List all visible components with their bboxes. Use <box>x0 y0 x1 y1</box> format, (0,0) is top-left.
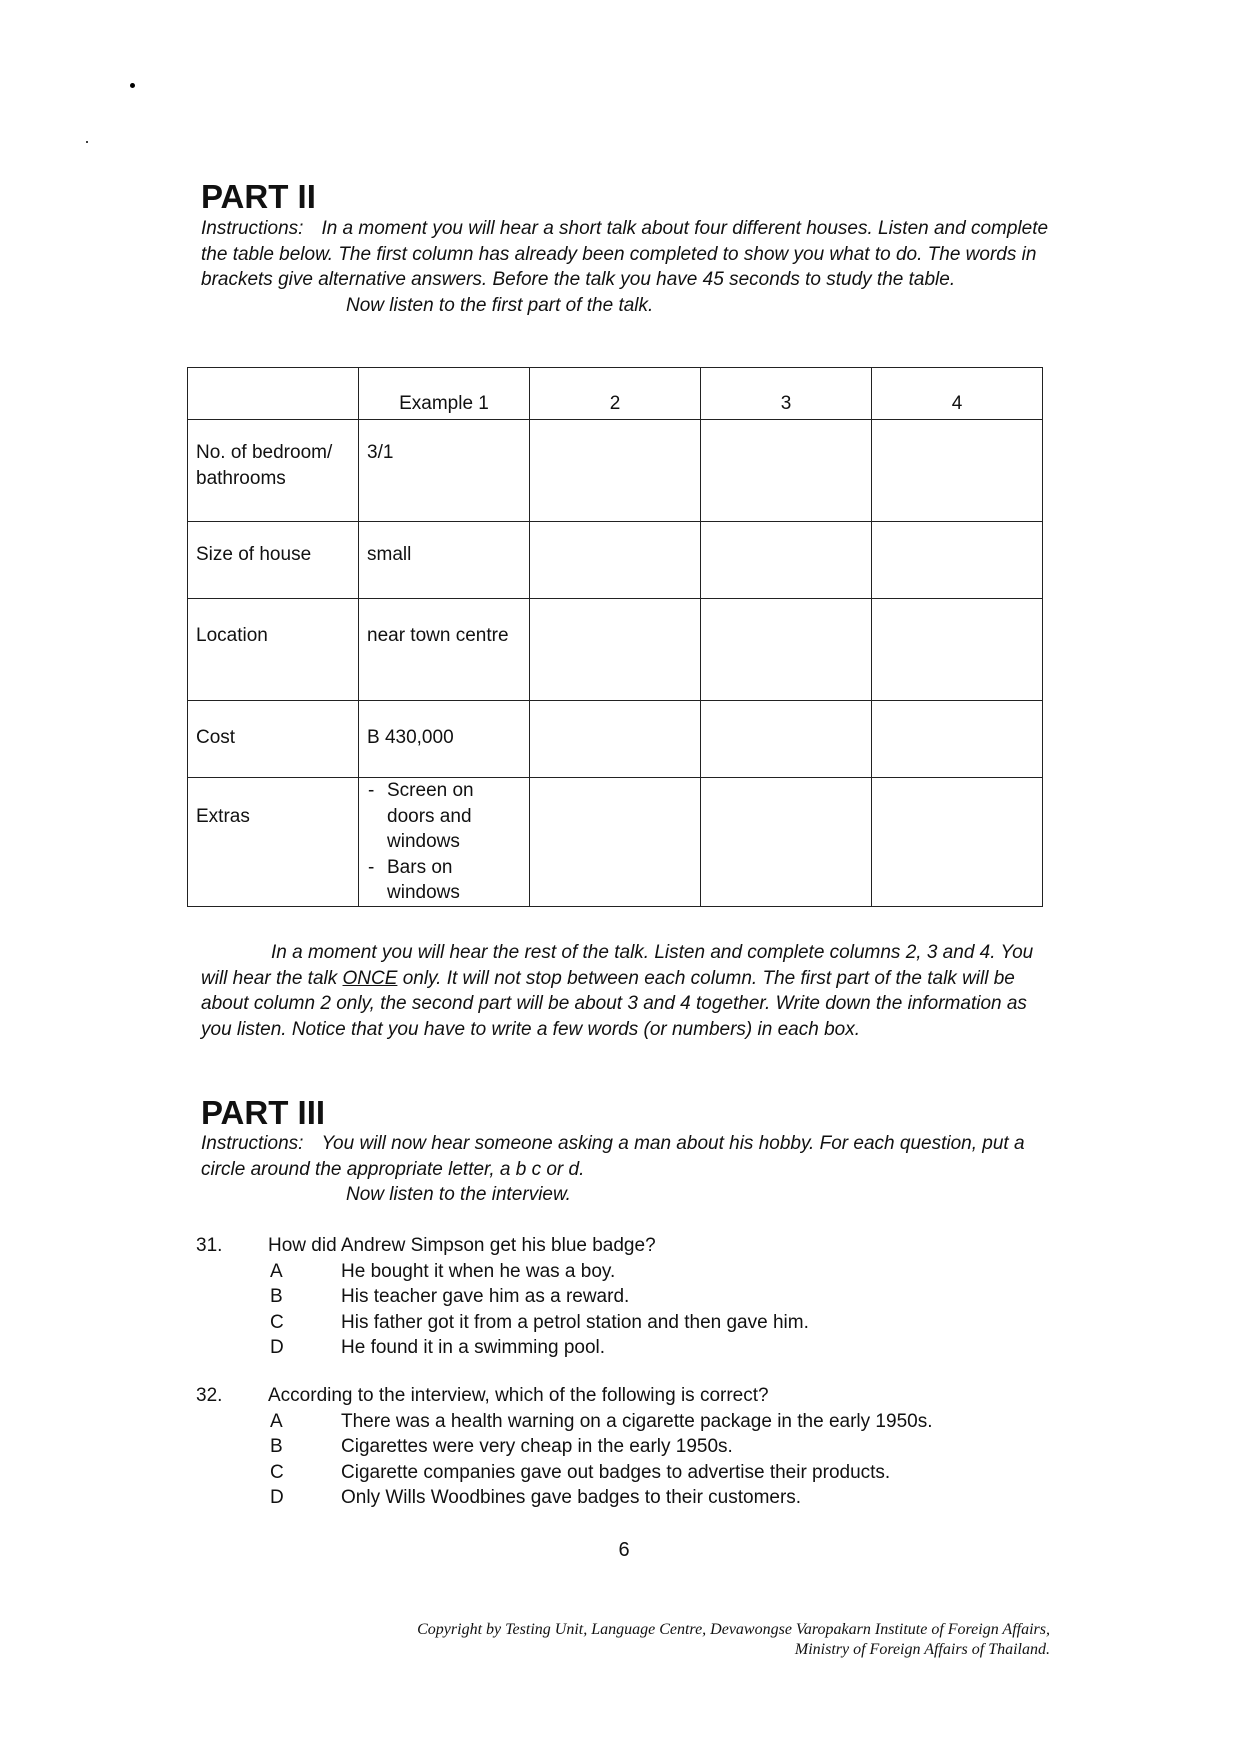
answer-cell-2[interactable] <box>530 599 701 701</box>
extras-item: - Bars on windows <box>367 855 521 906</box>
table-header-row <box>188 368 1043 420</box>
extras-list <box>367 778 521 906</box>
question-32 <box>196 1383 1076 1511</box>
option-a[interactable] <box>268 1259 1076 1285</box>
answer-cell-2[interactable] <box>530 522 701 599</box>
part-3-title: PART III <box>201 1094 326 1131</box>
scan-speck <box>130 83 135 88</box>
header-cell-blank <box>188 368 359 420</box>
row-label: Location <box>188 599 359 701</box>
part-3-instructions <box>201 1131 1061 1208</box>
answer-cell-4[interactable] <box>872 522 1043 599</box>
instructions-text: You will now hear someone asking a man about his hobby. For each question, put a circle around the appropriate letter, a b c or d. <box>201 1133 1025 1180</box>
once-emphasis: ONCE <box>342 967 398 989</box>
option-letter[interactable]: B <box>270 1436 283 1457</box>
example-cell <box>359 778 530 907</box>
question-number: 31. <box>196 1235 223 1256</box>
row-label: Size of house <box>188 522 359 599</box>
table-row-size <box>188 522 1043 599</box>
option-c[interactable] <box>268 1310 1076 1336</box>
now-listen-note: Now listen to the interview. <box>346 1184 571 1206</box>
row-label: Cost <box>188 701 359 778</box>
option-b[interactable] <box>268 1284 1076 1310</box>
option-a[interactable] <box>268 1409 1076 1435</box>
option-text: Only Wills Woodbines gave badges to their customers. <box>341 1487 802 1508</box>
part-2-instructions <box>201 216 1061 318</box>
question-31 <box>196 1233 1076 1361</box>
example-cell: B 430,000 <box>359 701 530 778</box>
houses-table <box>187 367 1043 907</box>
option-c[interactable] <box>268 1460 1076 1486</box>
option-text: Cigarette companies gave out badges to advertise their products. <box>341 1461 891 1483</box>
table-row-location <box>188 599 1043 701</box>
option-b[interactable] <box>268 1434 1076 1460</box>
answer-cell-4[interactable] <box>872 778 1043 907</box>
answer-cell-4[interactable] <box>872 420 1043 522</box>
header-cell-2: 2 <box>530 368 701 420</box>
option-text: He bought it when he was a boy. <box>341 1260 616 1282</box>
header-cell-3: 3 <box>701 368 872 420</box>
footer-line-1: Copyright by Testing Unit, Language Centre, Devawongse Varopakarn Institute of Foreign Affairs, <box>417 1621 1050 1638</box>
option-letter[interactable]: C <box>270 1461 284 1483</box>
question-text: How did Andrew Simpson get his blue badge? <box>268 1235 656 1256</box>
instructions-label: Instructions: <box>201 1133 304 1154</box>
answer-cell-3[interactable] <box>701 701 872 778</box>
after-table-text-2: only. It will not stop between each column. The first part of the talk will be about column 2 only, the second part will be about 3 and 4 together. Write down the information as you listen. Notice that you have to write a few words (or numbers) in each box. <box>201 967 1027 1040</box>
header-cell-4: 4 <box>872 368 1043 420</box>
row-label: Extras <box>188 778 359 907</box>
example-cell: near town centre <box>359 599 530 701</box>
option-letter[interactable]: A <box>270 1410 283 1432</box>
copyright-footer <box>417 1620 1050 1660</box>
answer-cell-3[interactable] <box>701 599 872 701</box>
page-number: 6 <box>618 1539 630 1561</box>
after-table-text-1: In a moment you will hear the rest of the talk. Listen and complete columns 2, 3 and 4. You will hear the talk <box>201 942 1034 989</box>
option-text: Cigarettes were very cheap in the early 1950s. <box>341 1436 733 1457</box>
part-2-title: PART II <box>201 178 316 215</box>
question-number: 32. <box>196 1385 223 1406</box>
scan-speck <box>86 141 88 143</box>
table-row-bedrooms <box>188 420 1043 522</box>
option-text: He found it in a swimming pool. <box>341 1337 606 1358</box>
footer-line-2: Ministry of Foreign Affairs of Thailand. <box>794 1641 1050 1658</box>
option-letter[interactable]: D <box>270 1337 284 1358</box>
answer-cell-3[interactable] <box>701 522 872 599</box>
instructions-label: Instructions: <box>201 218 304 239</box>
option-text: His father got it from a petrol station and then gave him. <box>341 1311 809 1333</box>
answer-cell-2[interactable] <box>530 701 701 778</box>
answer-cell-3[interactable] <box>701 778 872 907</box>
row-label: No. of bedroom/ bathrooms <box>188 420 359 522</box>
answer-cell-2[interactable] <box>530 778 701 907</box>
answer-cell-4[interactable] <box>872 701 1043 778</box>
answer-cell-3[interactable] <box>701 420 872 522</box>
option-d[interactable] <box>268 1485 1076 1511</box>
table-row-cost <box>188 701 1043 778</box>
after-table-instructions <box>201 940 1051 1042</box>
now-listen-note: Now listen to the first part of the talk. <box>346 294 654 316</box>
option-d[interactable] <box>268 1335 1076 1361</box>
header-cell-example-1: Example 1 <box>359 368 530 420</box>
option-letter[interactable]: C <box>270 1311 284 1333</box>
option-letter[interactable]: A <box>270 1260 283 1282</box>
instructions-rest: Listen and complete the table below. The first column has already been completed to show you what to do. The words in brackets give alternative answers. Before the talk you have 45 seconds to study the table. <box>201 218 1049 291</box>
table-row-extras <box>188 778 1043 907</box>
question-text: According to the interview, which of the following is correct? <box>268 1385 769 1406</box>
extras-item: - Screen on doors and windows <box>367 778 521 855</box>
example-cell: 3/1 <box>359 420 530 522</box>
example-cell: small <box>359 522 530 599</box>
option-text: His teacher gave him as a reward. <box>341 1286 630 1307</box>
option-text: There was a health warning on a cigarette package in the early 1950s. <box>341 1410 933 1432</box>
instructions-line-1: In a moment you will hear a short talk about four different houses. <box>321 218 873 239</box>
option-letter[interactable]: B <box>270 1286 283 1307</box>
answer-cell-2[interactable] <box>530 420 701 522</box>
option-letter[interactable]: D <box>270 1487 284 1508</box>
answer-cell-4[interactable] <box>872 599 1043 701</box>
